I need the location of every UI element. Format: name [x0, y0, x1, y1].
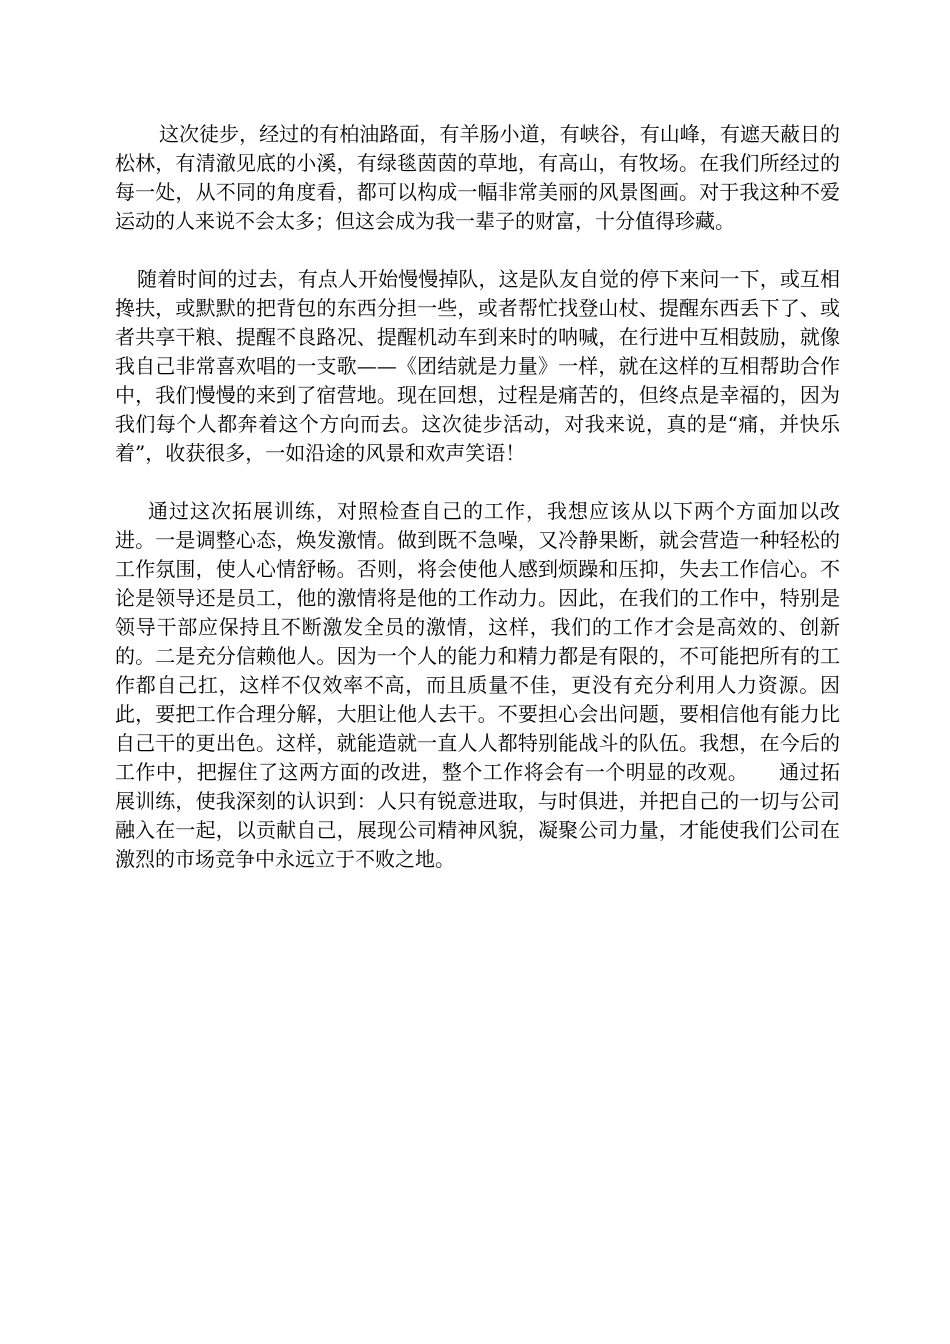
paragraph-team-support: 随着时间的过去，有点人开始慢慢掉队，这是队友自觉的停下来问一下，或互相搀扶，或默默的把背包的东西分担一些，或者帮忙找登山杖、提醒东西丢下了、或者共享干粮、提醒不良路况、提醒机动车到来时的呐喊，在行进中互相鼓励，就像我自己非常喜欢唱的一支歌——《团结就是力量》一样，就在这样的互相帮助合作中，我们慢慢的来到了宿营地。现在回想，过程是痛苦的，但终点是幸福的，因为我们每个人都奔着这个方向而去。这次徒步活动，对我来说，真的是“痛，并快乐着”，收获很多，一如沿途的风景和欢声笑语！: [115, 267, 840, 465]
paragraph-hiking-scenery: 这次徒步，经过的有柏油路面，有羊肠小道，有峡谷，有山峰，有遮天蔽日的松林，有清澈见底的小溪，有绿毯茵茵的草地，有高山，有牧场。在我们所经过的每一处，从不同的角度看，都可以构成一幅非常美丽的风景图画。对于我这种不爱运动的人来说不会太多；但这会成为我一辈子的财富，十分值得珍藏。: [115, 122, 840, 233]
paragraph-work-improvement: 通过这次拓展训练，对照检查自己的工作，我想应该从以下两个方面加以改进。一是调整心态，焕发激情。做到既不急噪，又冷静果断，就会营造一种轻松的工作氛围，使人心情舒畅。否则，将会使他人感到烦躁和压抑，失去工作信心。不论是领导还是员工，他的激情将是他的工作动力。因此，在我们的工作中，特别是领导干部应保持且不断激发全员的激情，这样，我们的工作才会是高效的、创新的。二是充分信赖他人。因为一个人的能力和精力都是有限的，不可能把所有的工作都自己扛，这样不仅效率不高，而且质量不佳，更没有充分利用人力资源。因此，要把工作合理分解，大胆让他人去干。不要担心会出问题，要相信他有能力比自己干的更出色。这样，就能造就一直人人都特别能战斗的队伍。我想，在今后的工作中，把握住了这两方面的改进，整个工作将会有一个明显的改观。 通过拓展训练，使我深刻的认识到：人只有锐意进取，与时俱进，并把自己的一切与公司融入在一起，以贡献自己，展现公司精神风貌，凝聚公司力量，才能使我们公司在激烈的市场竞争中永远立于不败之地。: [115, 499, 840, 871]
document-body: [115, 120, 840, 874]
